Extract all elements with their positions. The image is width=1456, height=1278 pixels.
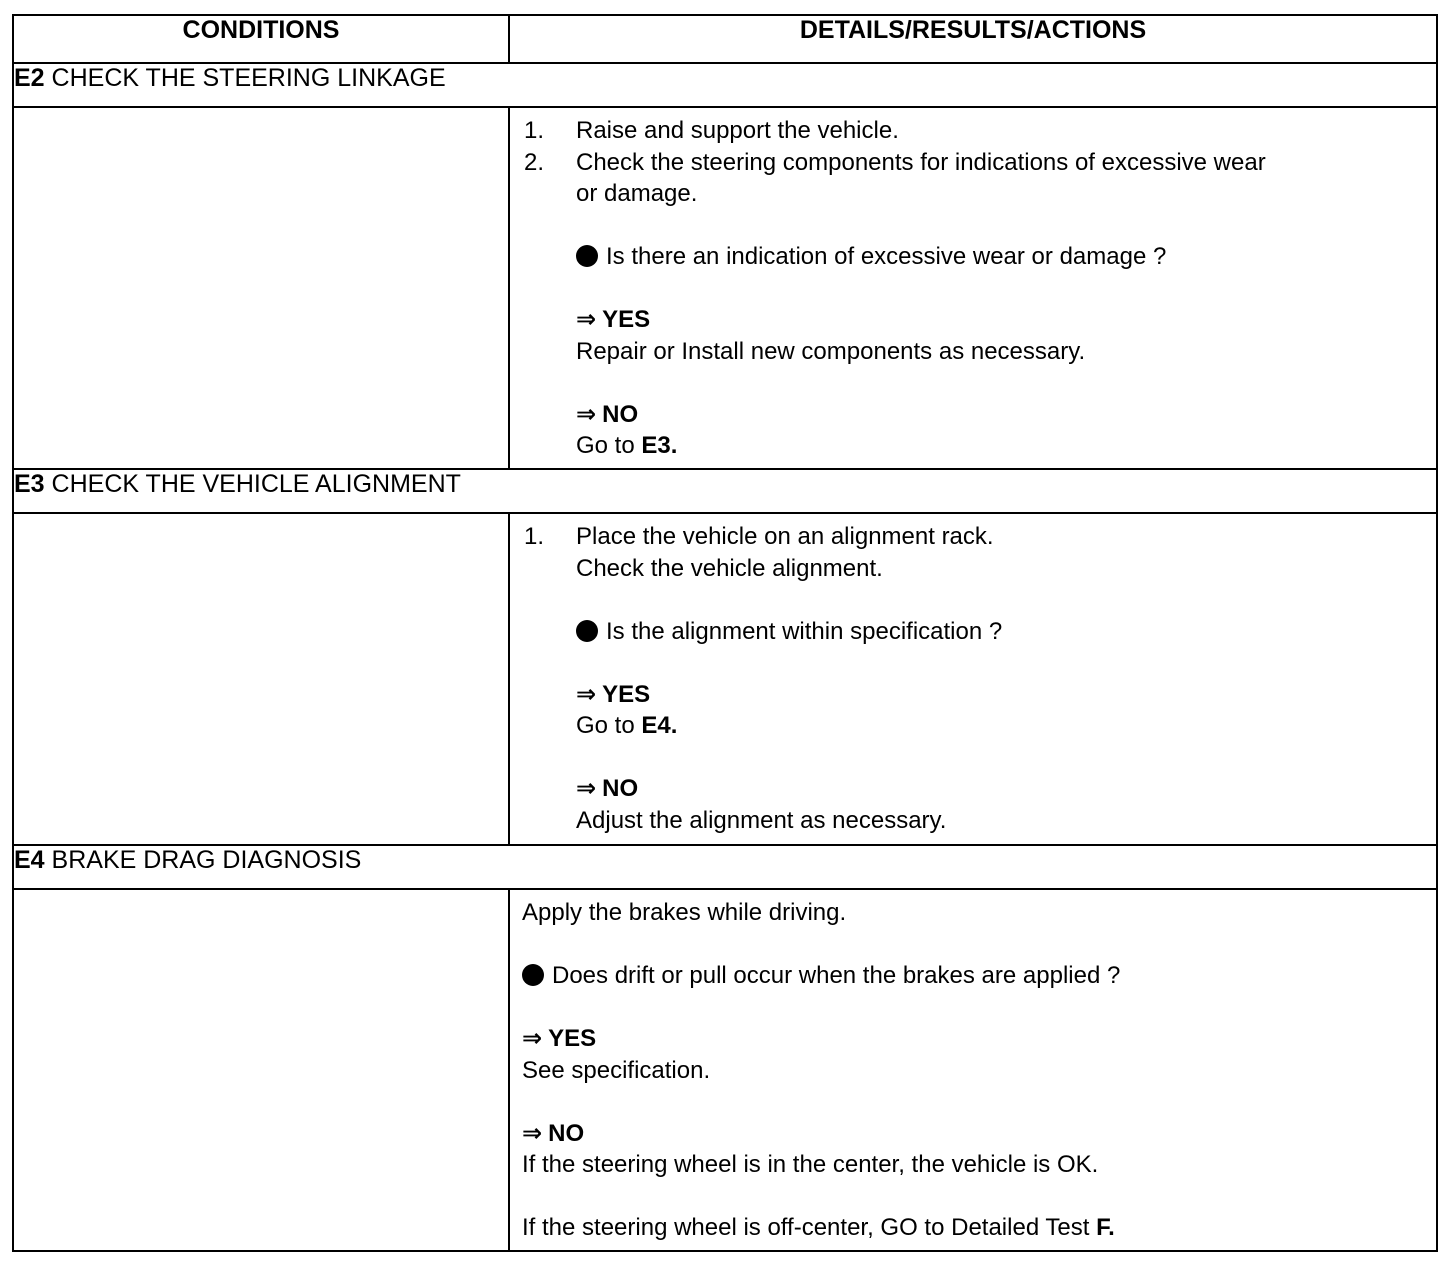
no-action: If the steering wheel is in the center, the vehicle is OK. bbox=[522, 1151, 1099, 1178]
section-title-e4 bbox=[13, 845, 1437, 889]
no-label: ⇒ NO bbox=[576, 400, 639, 428]
step bbox=[524, 115, 1436, 147]
section-title-e3 bbox=[13, 469, 1437, 513]
section-code: E3 bbox=[14, 470, 45, 498]
section-row-e3 bbox=[13, 469, 1437, 513]
arrow-right-icon: ⇒ bbox=[576, 400, 597, 428]
content-row-e3 bbox=[13, 513, 1437, 845]
step-text: Raise and support the vehicle. bbox=[576, 117, 899, 144]
instruction: Apply the brakes while driving. bbox=[522, 899, 847, 926]
section-code: E4 bbox=[14, 846, 45, 874]
no-action-offcenter: If the steering wheel is off-center, GO to Detailed Test F. bbox=[522, 1214, 1115, 1241]
no-action: Go to E3. bbox=[576, 432, 678, 459]
header-row bbox=[13, 15, 1437, 63]
content-row-e2 bbox=[13, 107, 1437, 469]
question: Is there an indication of excessive wear or damage ? bbox=[524, 241, 1436, 273]
no-action: Adjust the alignment as necessary. bbox=[576, 806, 947, 834]
step-text: Place the vehicle on an alignment rack. Check the vehicle alignment. bbox=[576, 523, 994, 582]
arrow-right-icon: ⇒ bbox=[522, 1025, 543, 1052]
details-header: DETAILS/RESULTS/ACTIONS bbox=[509, 15, 1437, 63]
yes-label: ⇒ YES bbox=[522, 1025, 597, 1052]
details-cell-e2 bbox=[509, 107, 1437, 469]
bullet-icon bbox=[576, 245, 598, 267]
yes-action: See specification. bbox=[522, 1056, 711, 1084]
step bbox=[524, 521, 1436, 584]
step-number: 1. bbox=[524, 117, 545, 144]
yes-action: Go to E4. bbox=[576, 712, 678, 739]
conditions-cell-e4 bbox=[13, 889, 509, 1251]
bullet-icon bbox=[576, 620, 598, 642]
step bbox=[524, 147, 1436, 210]
content-row-e4 bbox=[13, 889, 1437, 1251]
no-label: ⇒ NO bbox=[522, 1119, 585, 1147]
section-row-e2 bbox=[13, 63, 1437, 107]
yes-action: Repair or Install new components as necessary. bbox=[576, 337, 1086, 365]
no-label: ⇒ NO bbox=[576, 775, 639, 802]
arrow-right-icon: ⇒ bbox=[576, 306, 597, 333]
diagnostic-table bbox=[12, 14, 1438, 1252]
conditions-cell-e3 bbox=[13, 513, 509, 845]
section-row-e4 bbox=[13, 845, 1437, 889]
details-cell-e4 bbox=[509, 889, 1437, 1251]
section-title: CHECK THE STEERING LINKAGE bbox=[51, 64, 446, 92]
step-number: 1. bbox=[524, 523, 545, 550]
conditions-header: CONDITIONS bbox=[13, 15, 509, 63]
details-cell-e3 bbox=[509, 513, 1437, 845]
question: Is the alignment within specification ? bbox=[524, 616, 1436, 648]
yes-label: ⇒ YES bbox=[576, 306, 651, 333]
section-title: BRAKE DRAG DIAGNOSIS bbox=[51, 846, 362, 874]
yes-label: ⇒ YES bbox=[576, 680, 651, 708]
section-title-e2 bbox=[13, 63, 1437, 107]
question: Does drift or pull occur when the brakes are applied ? bbox=[522, 960, 1436, 992]
section-title: CHECK THE VEHICLE ALIGNMENT bbox=[51, 470, 461, 498]
conditions-cell-e2 bbox=[13, 107, 509, 469]
bullet-icon bbox=[522, 964, 544, 986]
section-code: E2 bbox=[14, 64, 45, 92]
arrow-right-icon: ⇒ bbox=[522, 1119, 543, 1147]
arrow-right-icon: ⇒ bbox=[576, 680, 597, 708]
step-text: Check the steering components for indications of excessive wear or damage. bbox=[576, 148, 1266, 207]
step-number: 2. bbox=[524, 148, 545, 176]
arrow-right-icon: ⇒ bbox=[576, 775, 597, 802]
